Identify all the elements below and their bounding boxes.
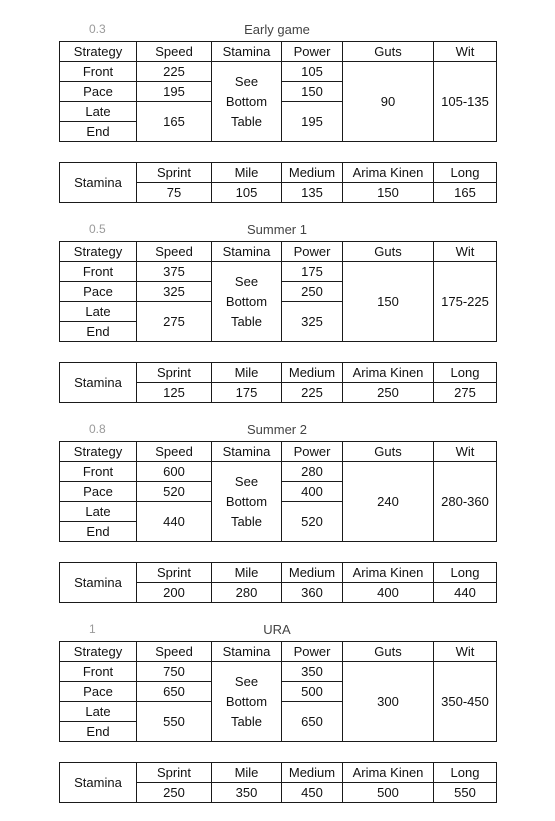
speed-cell: 440 — [137, 502, 212, 542]
distance-header-cell: Long — [434, 563, 497, 583]
power-cell: 520 — [282, 502, 343, 542]
header-cell: Speed — [137, 442, 212, 462]
stamina-header-row — [60, 563, 497, 583]
distance-header-cell: Arima Kinen — [343, 363, 434, 383]
distance-header-cell: Sprint — [137, 563, 212, 583]
strategy-cell: Pace — [60, 482, 137, 502]
see-bottom-line: Table — [230, 513, 263, 529]
see-bottom-line: Bottom — [225, 693, 268, 709]
header-cell: Power — [282, 42, 343, 62]
header-cell: Power — [282, 242, 343, 262]
strategy-cell: End — [60, 522, 137, 542]
wit-cell: 105-135 — [434, 62, 497, 142]
wit-cell: 175-225 — [434, 262, 497, 342]
strategy-cell: Pace — [60, 82, 137, 102]
distance-header-cell: Arima Kinen — [343, 763, 434, 783]
header-cell: Stamina — [212, 442, 282, 462]
header-cell: Strategy — [60, 442, 137, 462]
header-cell: Guts — [343, 42, 434, 62]
strategy-cell: Pace — [60, 682, 137, 702]
power-cell: 280 — [282, 462, 343, 482]
header-cell: Stamina — [212, 42, 282, 62]
stat-table — [59, 641, 497, 742]
section-header — [59, 621, 497, 641]
see-bottom-line: See — [234, 673, 259, 689]
speed-cell: 275 — [137, 302, 212, 342]
see-bottom-line: Table — [230, 313, 263, 329]
see-bottom-line: See — [234, 473, 259, 489]
see-bottom-table-note — [212, 62, 282, 142]
phase-title: URA — [263, 622, 291, 637]
guts-cell: 240 — [343, 462, 434, 542]
stamina-value-cell: 250 — [137, 783, 212, 803]
speed-cell: 195 — [137, 82, 212, 102]
header-cell: Speed — [137, 42, 212, 62]
see-bottom-line: Table — [230, 113, 263, 129]
stamina-value-cell: 105 — [212, 183, 282, 203]
stamina-header-row — [60, 163, 497, 183]
phase-title: Early game — [244, 22, 310, 37]
stat-header-row — [60, 642, 497, 662]
see-bottom-table-note — [212, 462, 282, 542]
speed-cell: 375 — [137, 262, 212, 282]
stamina-table — [59, 362, 497, 403]
phase-title: Summer 2 — [247, 422, 307, 437]
stat-table — [59, 241, 497, 342]
distance-header-cell: Sprint — [137, 363, 212, 383]
stat-header-row — [60, 442, 497, 462]
header-cell: Speed — [137, 242, 212, 262]
speed-cell: 650 — [137, 682, 212, 702]
stamina-value-cell: 275 — [434, 383, 497, 403]
stamina-value-cell: 200 — [137, 583, 212, 603]
stamina-header-row — [60, 363, 497, 383]
header-cell: Strategy — [60, 42, 137, 62]
power-cell: 175 — [282, 262, 343, 282]
see-bottom-table-note — [212, 662, 282, 742]
header-cell: Guts — [343, 242, 434, 262]
strategy-cell: Pace — [60, 282, 137, 302]
phase-section — [59, 221, 497, 403]
power-cell: 500 — [282, 682, 343, 702]
distance-header-cell: Long — [434, 163, 497, 183]
strategy-cell: Front — [60, 262, 137, 282]
header-cell: Stamina — [212, 242, 282, 262]
power-cell: 150 — [282, 82, 343, 102]
header-cell: Wit — [434, 242, 497, 262]
stamina-table — [59, 162, 497, 203]
guts-cell: 150 — [343, 262, 434, 342]
strategy-cell: Front — [60, 462, 137, 482]
strategy-cell: End — [60, 122, 137, 142]
strategy-row — [60, 662, 497, 682]
strategy-cell: Front — [60, 62, 137, 82]
header-cell: Wit — [434, 442, 497, 462]
power-cell: 650 — [282, 702, 343, 742]
strategy-row — [60, 262, 497, 282]
speed-cell: 520 — [137, 482, 212, 502]
distance-header-cell: Arima Kinen — [343, 563, 434, 583]
distance-header-cell: Medium — [282, 763, 343, 783]
header-cell: Stamina — [212, 642, 282, 662]
see-bottom-line: Table — [230, 713, 263, 729]
header-cell: Strategy — [60, 242, 137, 262]
distance-header-cell: Mile — [212, 763, 282, 783]
speed-cell: 750 — [137, 662, 212, 682]
section-header — [59, 421, 497, 441]
speed-cell: 325 — [137, 282, 212, 302]
header-cell: Power — [282, 642, 343, 662]
stamina-value-cell: 280 — [212, 583, 282, 603]
stamina-value-cell: 125 — [137, 383, 212, 403]
power-cell: 400 — [282, 482, 343, 502]
stamina-row-label: Stamina — [60, 563, 137, 603]
header-cell: Speed — [137, 642, 212, 662]
power-cell: 250 — [282, 282, 343, 302]
stat-table — [59, 441, 497, 542]
power-cell: 325 — [282, 302, 343, 342]
section-header — [59, 21, 497, 41]
stamina-value-cell: 360 — [282, 583, 343, 603]
strategy-cell: End — [60, 722, 137, 742]
power-cell: 105 — [282, 62, 343, 82]
distance-header-cell: Medium — [282, 163, 343, 183]
stamina-value-cell: 225 — [282, 383, 343, 403]
power-cell: 195 — [282, 102, 343, 142]
stamina-value-cell: 440 — [434, 583, 497, 603]
multiplier-label: 0.5 — [89, 222, 106, 236]
stat-table — [59, 41, 497, 142]
stamina-value-cell: 135 — [282, 183, 343, 203]
header-cell: Power — [282, 442, 343, 462]
see-bottom-line: Bottom — [225, 493, 268, 509]
strategy-cell: Front — [60, 662, 137, 682]
strategy-row — [60, 462, 497, 482]
stamina-value-cell: 350 — [212, 783, 282, 803]
distance-header-cell: Arima Kinen — [343, 163, 434, 183]
guts-cell: 300 — [343, 662, 434, 742]
see-bottom-line: See — [234, 73, 259, 89]
stamina-value-cell: 400 — [343, 583, 434, 603]
strategy-cell: Late — [60, 302, 137, 322]
multiplier-label: 0.3 — [89, 22, 106, 36]
strategy-cell: Late — [60, 702, 137, 722]
stamina-row-label: Stamina — [60, 763, 137, 803]
stamina-value-cell: 450 — [282, 783, 343, 803]
multiplier-label: 0.8 — [89, 422, 106, 436]
phase-section — [59, 421, 497, 603]
strategy-cell: Late — [60, 102, 137, 122]
distance-header-cell: Medium — [282, 363, 343, 383]
header-cell: Strategy — [60, 642, 137, 662]
phase-section — [59, 21, 497, 203]
stamina-value-cell: 500 — [343, 783, 434, 803]
stamina-table — [59, 762, 497, 803]
see-bottom-line: Bottom — [225, 293, 268, 309]
distance-header-cell: Medium — [282, 563, 343, 583]
stamina-value-cell: 150 — [343, 183, 434, 203]
wit-cell: 350-450 — [434, 662, 497, 742]
distance-header-cell: Sprint — [137, 763, 212, 783]
phase-title: Summer 1 — [247, 222, 307, 237]
stamina-row-label: Stamina — [60, 163, 137, 203]
see-bottom-line: See — [234, 273, 259, 289]
speed-cell: 165 — [137, 102, 212, 142]
wit-cell: 280-360 — [434, 462, 497, 542]
phase-section — [59, 621, 497, 803]
multiplier-label: 1 — [89, 622, 96, 636]
stat-header-row — [60, 42, 497, 62]
speed-cell: 600 — [137, 462, 212, 482]
stamina-value-cell: 165 — [434, 183, 497, 203]
stat-header-row — [60, 242, 497, 262]
distance-header-cell: Mile — [212, 363, 282, 383]
stamina-value-cell: 250 — [343, 383, 434, 403]
distance-header-cell: Mile — [212, 163, 282, 183]
header-cell: Wit — [434, 642, 497, 662]
stamina-value-cell: 550 — [434, 783, 497, 803]
stamina-header-row — [60, 763, 497, 783]
distance-header-cell: Sprint — [137, 163, 212, 183]
see-bottom-line: Bottom — [225, 93, 268, 109]
stamina-table — [59, 562, 497, 603]
distance-header-cell: Long — [434, 363, 497, 383]
strategy-cell: End — [60, 322, 137, 342]
stamina-value-cell: 75 — [137, 183, 212, 203]
distance-header-cell: Long — [434, 763, 497, 783]
speed-cell: 225 — [137, 62, 212, 82]
guts-cell: 90 — [343, 62, 434, 142]
distance-header-cell: Mile — [212, 563, 282, 583]
header-cell: Wit — [434, 42, 497, 62]
power-cell: 350 — [282, 662, 343, 682]
stamina-value-cell: 175 — [212, 383, 282, 403]
stamina-row-label: Stamina — [60, 363, 137, 403]
see-bottom-table-note — [212, 262, 282, 342]
strategy-cell: Late — [60, 502, 137, 522]
section-header — [59, 221, 497, 241]
header-cell: Guts — [343, 442, 434, 462]
speed-cell: 550 — [137, 702, 212, 742]
header-cell: Guts — [343, 642, 434, 662]
strategy-row — [60, 62, 497, 82]
